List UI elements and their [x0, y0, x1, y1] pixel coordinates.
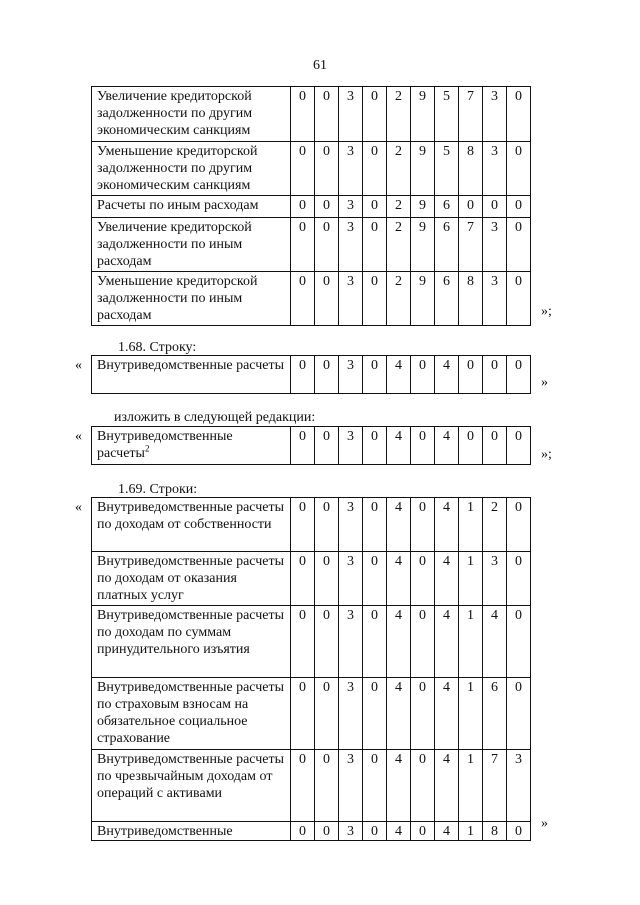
code-digit: 0: [291, 750, 315, 822]
table-row: [92, 142, 531, 196]
table-row: [92, 606, 531, 678]
code-digit: 0: [411, 552, 435, 606]
code-digit: 3: [339, 196, 363, 218]
code-digit: 0: [363, 427, 387, 465]
code-digit: 6: [435, 272, 459, 326]
code-digit: 0: [291, 142, 315, 196]
code-digit: 0: [459, 356, 483, 394]
code-digit: 4: [435, 356, 459, 394]
code-digit: 0: [315, 142, 339, 196]
code-digit: 6: [483, 678, 507, 750]
code-digit: 4: [387, 750, 411, 822]
code-digit: 1: [459, 552, 483, 606]
code-digit: 4: [387, 427, 411, 465]
code-digit: 8: [483, 822, 507, 841]
code-digit: 4: [387, 822, 411, 841]
code-digit: 0: [483, 427, 507, 465]
code-digit: 0: [363, 552, 387, 606]
code-digit: 8: [459, 272, 483, 326]
code-digit: 2: [387, 196, 411, 218]
code-digit: 0: [315, 606, 339, 678]
opening-quote: «: [75, 429, 82, 444]
row-label: Внутриведомственные расчеты по чрезвычайным доходам от операций с активами: [92, 750, 291, 822]
code-digit: 0: [459, 196, 483, 218]
code-digit: 5: [435, 87, 459, 142]
code-digit: 7: [459, 218, 483, 272]
page-number: 61: [313, 58, 327, 73]
code-digit: 0: [291, 196, 315, 218]
code-digit: 0: [291, 87, 315, 142]
code-digit: 0: [291, 678, 315, 750]
code-digit: 6: [435, 218, 459, 272]
code-digit: 0: [507, 272, 531, 326]
code-digit: 0: [507, 822, 531, 841]
code-digit: 0: [363, 196, 387, 218]
code-digit: 3: [483, 552, 507, 606]
code-digit: 3: [339, 87, 363, 142]
code-digit: 0: [363, 356, 387, 394]
code-digit: 0: [363, 87, 387, 142]
code-digit: 4: [435, 678, 459, 750]
code-digit: 0: [363, 606, 387, 678]
table-row: [92, 427, 531, 465]
code-digit: 0: [507, 87, 531, 142]
code-digit: 4: [387, 678, 411, 750]
code-digit: 4: [387, 498, 411, 552]
code-digit: 2: [387, 218, 411, 272]
row-label-text: Внутриведомственные расчеты: [97, 429, 233, 461]
code-digit: 1: [459, 678, 483, 750]
code-digit: 3: [339, 822, 363, 841]
code-digit: 9: [411, 218, 435, 272]
code-digit: 0: [315, 427, 339, 465]
code-digit: 5: [435, 142, 459, 196]
code-digit: 0: [507, 218, 531, 272]
code-digit: 0: [291, 272, 315, 326]
row-label: Внутриведомственные расчеты по доходам по суммам принудительного изъятия: [92, 606, 291, 678]
row-label: Увеличение кредиторской задолженности по другим экономическим санкциям: [92, 87, 291, 142]
table-row: [92, 822, 531, 841]
code-digit: 0: [291, 356, 315, 394]
code-digit: 0: [291, 218, 315, 272]
closing-quote: »: [541, 375, 548, 390]
row-label: Расчеты по иным расходам: [92, 196, 291, 218]
code-digit: 0: [411, 606, 435, 678]
table-row: [92, 498, 531, 552]
code-digit: 0: [315, 87, 339, 142]
code-digit: 0: [315, 552, 339, 606]
code-digit: 4: [483, 606, 507, 678]
code-digit: 0: [363, 822, 387, 841]
code-digit: 0: [507, 552, 531, 606]
code-digit: 3: [339, 606, 363, 678]
table-row: [92, 552, 531, 606]
code-table-1-69: [91, 497, 531, 841]
code-digit: 3: [339, 142, 363, 196]
code-digit: 0: [411, 678, 435, 750]
code-digit: 0: [507, 142, 531, 196]
code-digit: 0: [315, 356, 339, 394]
code-digit: 0: [507, 427, 531, 465]
code-digit: 3: [339, 678, 363, 750]
opening-quote: «: [75, 358, 82, 373]
code-digit: 0: [291, 552, 315, 606]
code-digit: 4: [387, 356, 411, 394]
code-digit: 2: [483, 498, 507, 552]
code-digit: 0: [411, 822, 435, 841]
code-digit: 3: [339, 552, 363, 606]
row-label: Внутриведомственные расчеты по доходам от оказания платных услуг: [92, 552, 291, 606]
code-digit: 3: [483, 142, 507, 196]
code-digit: 0: [315, 678, 339, 750]
code-digit: 4: [387, 552, 411, 606]
code-digit: 0: [411, 750, 435, 822]
code-digit: 2: [387, 272, 411, 326]
code-digit: 2: [387, 142, 411, 196]
code-digit: 3: [339, 750, 363, 822]
code-digit: 4: [435, 750, 459, 822]
closing-quote: »;: [541, 304, 552, 319]
closing-quote: »: [541, 816, 548, 831]
section-heading-1-68: 1.68. Строку:: [118, 340, 197, 355]
table-row: [92, 750, 531, 822]
code-digit: 7: [483, 750, 507, 822]
section-heading-1-69: 1.69. Строки:: [118, 482, 198, 497]
code-digit: 0: [483, 196, 507, 218]
code-digit: 3: [483, 272, 507, 326]
code-digit: 9: [411, 196, 435, 218]
table-row: [92, 196, 531, 218]
replace-heading: изложить в следующей редакции:: [114, 410, 316, 425]
code-digit: 0: [459, 427, 483, 465]
code-digit: 1: [459, 750, 483, 822]
code-table-new-row: [91, 426, 531, 465]
code-digit: 0: [315, 196, 339, 218]
code-digit: 4: [435, 822, 459, 841]
code-digit: 4: [435, 427, 459, 465]
row-label: Уменьшение кредиторской задолженности по другим экономическим санкциям: [92, 142, 291, 196]
code-digit: 4: [435, 498, 459, 552]
code-digit: 0: [507, 196, 531, 218]
code-digit: 0: [315, 750, 339, 822]
row-label: Внутриведомственные расчеты по страховым взносам на обязательное социальное страхование: [92, 678, 291, 750]
code-digit: 1: [459, 606, 483, 678]
code-digit: 7: [459, 87, 483, 142]
code-digit: 0: [363, 750, 387, 822]
code-digit: 0: [363, 218, 387, 272]
code-digit: 0: [507, 678, 531, 750]
code-digit: 0: [363, 142, 387, 196]
code-digit: 4: [435, 606, 459, 678]
code-digit: 0: [315, 498, 339, 552]
code-digit: 3: [507, 750, 531, 822]
code-digit: 2: [387, 87, 411, 142]
code-digit: 3: [339, 272, 363, 326]
row-label: Внутриведомственные расчеты по доходам от собственности: [92, 498, 291, 552]
code-digit: 0: [291, 606, 315, 678]
code-digit: 0: [411, 427, 435, 465]
code-digit: 4: [435, 552, 459, 606]
row-label: Увеличение кредиторской задолженности по иным расходам: [92, 218, 291, 272]
code-digit: 0: [291, 427, 315, 465]
code-digit: 0: [291, 822, 315, 841]
row-label: Уменьшение кредиторской задолженности по иным расходам: [92, 272, 291, 326]
code-digit: 3: [339, 218, 363, 272]
code-digit: 3: [339, 427, 363, 465]
code-digit: 0: [483, 356, 507, 394]
code-digit: 0: [411, 356, 435, 394]
code-digit: 0: [315, 272, 339, 326]
code-digit: 9: [411, 272, 435, 326]
code-digit: 3: [339, 498, 363, 552]
row-label: Внутриведомственные расчеты: [92, 356, 291, 394]
code-digit: 0: [363, 498, 387, 552]
closing-quote: »;: [541, 447, 552, 462]
code-digit: 0: [507, 606, 531, 678]
table-row: [92, 218, 531, 272]
code-digit: 8: [459, 142, 483, 196]
code-digit: 0: [291, 498, 315, 552]
code-digit: 0: [315, 218, 339, 272]
table-row: [92, 678, 531, 750]
code-digit: 1: [459, 498, 483, 552]
table-row: [92, 272, 531, 326]
table-row: [92, 356, 531, 394]
code-digit: 0: [411, 498, 435, 552]
code-digit: 0: [507, 498, 531, 552]
opening-quote: «: [75, 500, 82, 515]
code-digit: 6: [435, 196, 459, 218]
code-digit: 0: [363, 272, 387, 326]
code-digit: 9: [411, 142, 435, 196]
row-label: [92, 427, 291, 465]
row-label: Внутриведомственные: [92, 822, 291, 841]
code-table-old-row: [91, 355, 531, 394]
code-digit: 3: [483, 87, 507, 142]
footnote-mark: 2: [144, 443, 150, 454]
code-table-continuation: [91, 86, 531, 326]
code-digit: 1: [459, 822, 483, 841]
code-digit: 4: [387, 606, 411, 678]
code-digit: 9: [411, 87, 435, 142]
table-row: [92, 87, 531, 142]
code-digit: 3: [483, 218, 507, 272]
code-digit: 0: [363, 678, 387, 750]
code-digit: 3: [339, 356, 363, 394]
code-digit: 0: [507, 356, 531, 394]
code-digit: 0: [315, 822, 339, 841]
